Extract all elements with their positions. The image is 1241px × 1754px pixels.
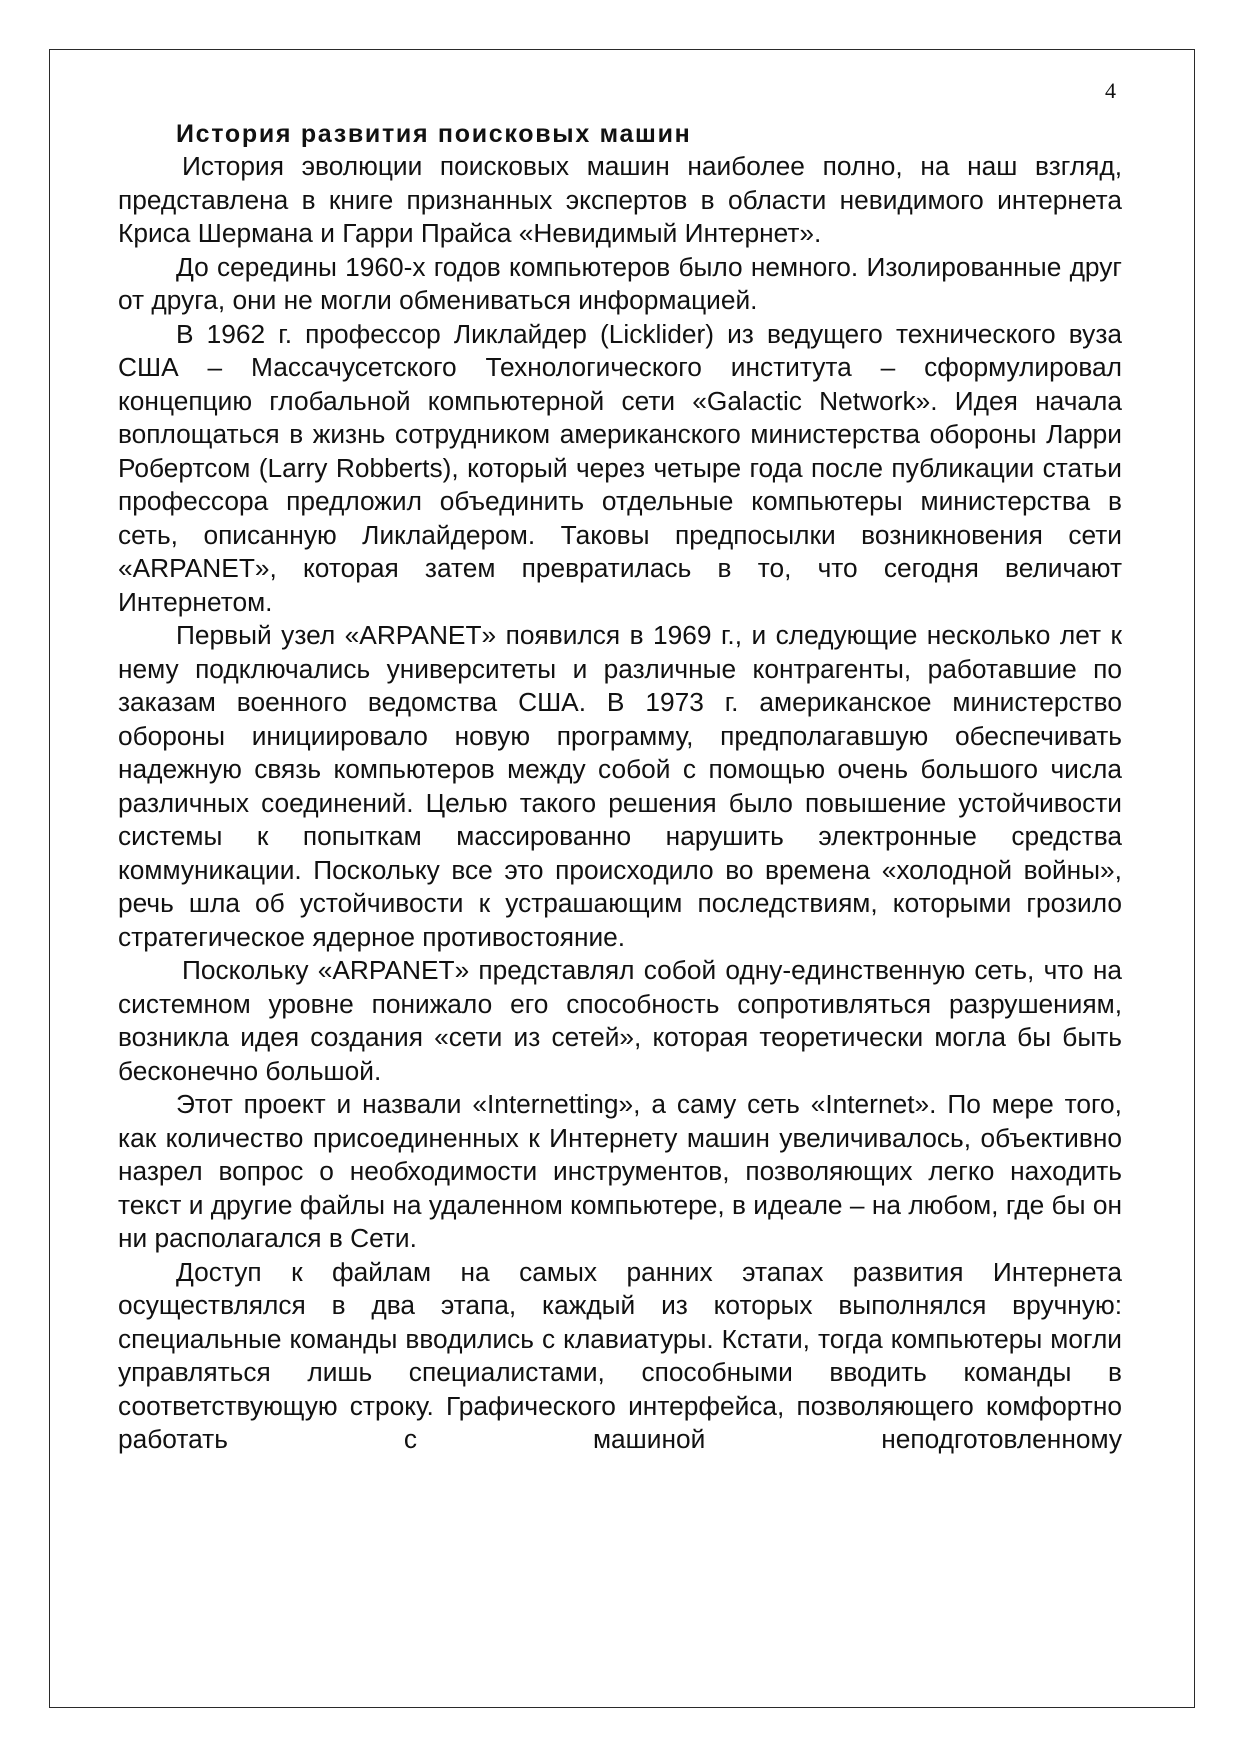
paragraph-network-of-networks: Поскольку «ARPANET» представлял собой одну-единственную сеть, что на системном уровне понижало его способность сопротивляться разрушениям, возникла идея создания «сети из сетей», которая теоретически могла бы быть бесконечно большой. bbox=[118, 955, 1122, 1086]
document-body bbox=[118, 118, 1122, 1457]
paragraph-arpanet-first-node: Первый узел «ARPANET» появился в 1969 г., и следующие несколько лет к нему подключались университеты и различные контрагенты, работавшие по заказам военного ведомства США. В 1973 г. американское министерство обороны инициировало новую программу, предполагавшую обеспечивать надежную связь компьютеров между собой с помощью очень большого числа различных соединений. Целью такого решения было повышение устойчивости системы к попыткам массированно нарушить электронные средства коммуникации. Поскольку все это происходило во времена «холодной войны», речь шла об устойчивости к устрашающим последствиям, которыми грозило стратегическое ядерное противостояние. bbox=[118, 620, 1122, 952]
paragraph-licklider: В 1962 г. профессор Ликлайдер (Licklider) из ведущего технического вуза США – Массачусетского Технологического института – сформулировал концепцию глобальной компьютерной сети «Galactic Network». Идея начала воплощаться в жизнь сотрудником американского министерства обороны Ларри Робертсом (Larry Robberts), который через четыре года после публикации статьи профессора предложил объединить отдельные компьютеры министерства в сеть, описанную Ликлайдером. Таковы предпосылки возникновения сети «ARPANET», которая затем превратилась в то, что сегодня величают Интернетом. bbox=[118, 318, 1122, 617]
page-number: 4 bbox=[1105, 78, 1116, 103]
paragraph-intro: История эволюции поисковых машин наиболее полно, на наш взгляд, представлена в книге признанных экспертов в области невидимого интернета Криса Шермана и Гарри Прайса «Невидимый Интернет». bbox=[118, 151, 1122, 248]
paragraph-internetting: Этот проект и назвали «Internetting», а саму сеть «Internet». По мере того, как количество присоединенных к Интернету машин увеличивалось, объективно назрел вопрос о необходимости инструментов, позволяющих легко находить текст и другие файлы на удаленном компьютере, в идеале – на любом, где бы он ни располагался в Сети. bbox=[118, 1089, 1122, 1253]
paragraph-1960s: До середины 1960-х годов компьютеров было немного. Изолированные друг от друга, они не могли обмениваться информацией. bbox=[118, 251, 1122, 315]
document-title: История развития поисковых машин bbox=[176, 120, 692, 148]
paragraph-file-access: Доступ к файлам на самых ранних этапах развития Интернета осуществлялся в два этапа, каждый из которых выполнялся вручную: специальные команды вводились с клавиатуры. Кстати, тогда компьютеры могли управляться лишь специалистами, способными вводить команды в соответствующую строку. Графического интерфейса, позволяющего комфортно работать с машиной неподготовленному bbox=[118, 1256, 1122, 1454]
